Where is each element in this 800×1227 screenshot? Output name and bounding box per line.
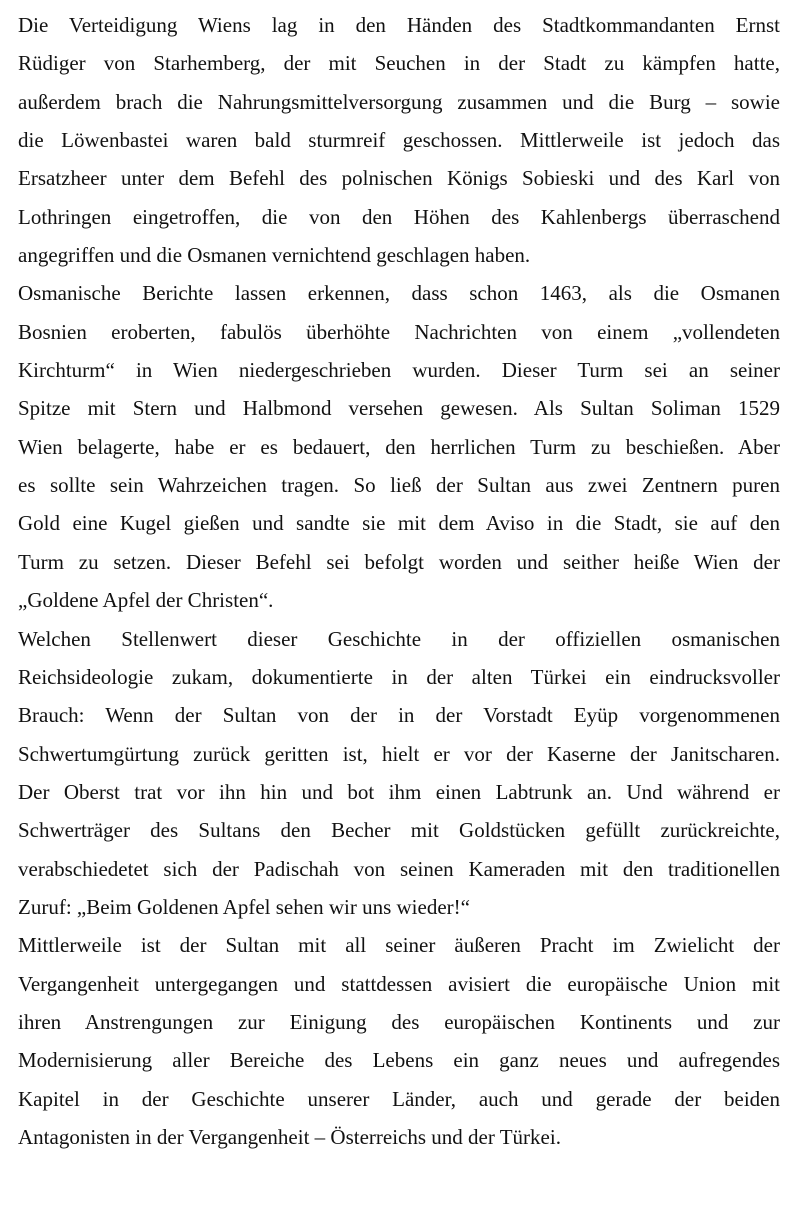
text-line: die Löwenbastei waren bald sturmreif geschossen. Mittlerweile ist jedoch das: [18, 128, 780, 153]
text-line: Mittlerweile ist der Sultan mit all seiner äußeren Pracht im Zwielicht der: [18, 933, 780, 958]
text-line: Ersatzheer unter dem Befehl des polnischen Königs Sobieski und des Karl von: [18, 166, 780, 191]
text-line: ihren Anstrengungen zur Einigung des europäischen Kontinents und zur: [18, 1009, 780, 1034]
text-line: „Goldene Apfel der Christen“.: [18, 588, 274, 613]
text-line: Bosnien eroberten, fabulös überhöhte Nachrichten von einem „vollendeten: [18, 319, 780, 344]
text-line: Kirchturm“ in Wien niedergeschrieben wurden. Dieser Turm sei an seiner: [18, 358, 780, 383]
text-line: Spitze mit Stern und Halbmond versehen gewesen. Als Sultan Soliman 1529: [18, 396, 780, 421]
text-line: Brauch: Wenn der Sultan von der in der Vorstadt Eyüp vorgenommenen: [18, 703, 780, 728]
text-line: Wien belagerte, habe er es bedauert, den herrlichen Turm zu beschießen. Aber: [18, 434, 780, 459]
text-line: Die Verteidigung Wiens lag in den Händen des Stadtkommandanten Ernst: [18, 13, 780, 37]
text-line: Osmanische Berichte lassen erkennen, dass schon 1463, als die Osmanen: [18, 281, 780, 306]
text-line: Schwertumgürtung zurück geritten ist, hielt er vor der Kaserne der Janitscharen.: [18, 741, 780, 766]
text-line: Vergangenheit untergegangen und stattdessen avisiert die europäische Union mit: [18, 971, 780, 996]
paragraph: [18, 926, 780, 1156]
text-line: angegriffen und die Osmanen vernichtend geschlagen haben.: [18, 243, 531, 268]
text-line: Zuruf: „Beim Goldenen Apfel sehen wir uns wieder!“: [18, 894, 470, 919]
text-line: Lothringen eingetroffen, die von den Höhen des Kahlenbergs überraschend: [18, 204, 780, 229]
text-line: Schwerträger des Sultans den Becher mit Goldstücken gefüllt zurückreichte,: [18, 818, 780, 843]
text-line: Kapitel in der Geschichte unserer Länder, auch und gerade der beiden: [18, 1086, 780, 1111]
text-line: Reichsideologie zukam, dokumentierte in der alten Türkei ein eindrucksvoller: [18, 664, 780, 689]
text-line: Der Oberst trat vor ihn hin und bot ihm einen Labtrunk an. Und während er: [18, 779, 780, 804]
paragraph: [18, 274, 780, 619]
paragraph: [18, 620, 780, 927]
text-line: Turm zu setzen. Dieser Befehl sei befolgt worden und seither heiße Wien der: [18, 549, 780, 574]
text-line: es sollte sein Wahrzeichen tragen. So ließ der Sultan aus zwei Zentnern puren: [18, 473, 780, 498]
text-line: Gold eine Kugel gießen und sandte sie mit dem Aviso in die Stadt, sie auf den: [18, 511, 780, 536]
text-line: Welchen Stellenwert dieser Geschichte in der offiziellen osmanischen: [18, 626, 780, 651]
document-body: [18, 6, 780, 1156]
text-line: Antagonisten in der Vergangenheit – Österreichs und der Türkei.: [18, 1124, 561, 1149]
text-line: außerdem brach die Nahrungsmittelversorgung zusammen und die Burg – sowie: [18, 89, 780, 114]
paragraph: [18, 6, 780, 274]
text-line: Modernisierung aller Bereiche des Lebens ein ganz neues und aufregendes: [18, 1048, 780, 1073]
text-line: verabschiedetet sich der Padischah von seinen Kameraden mit den traditionellen: [18, 856, 780, 881]
text-line: Rüdiger von Starhemberg, der mit Seuchen in der Stadt zu kämpfen hatte,: [18, 51, 780, 76]
